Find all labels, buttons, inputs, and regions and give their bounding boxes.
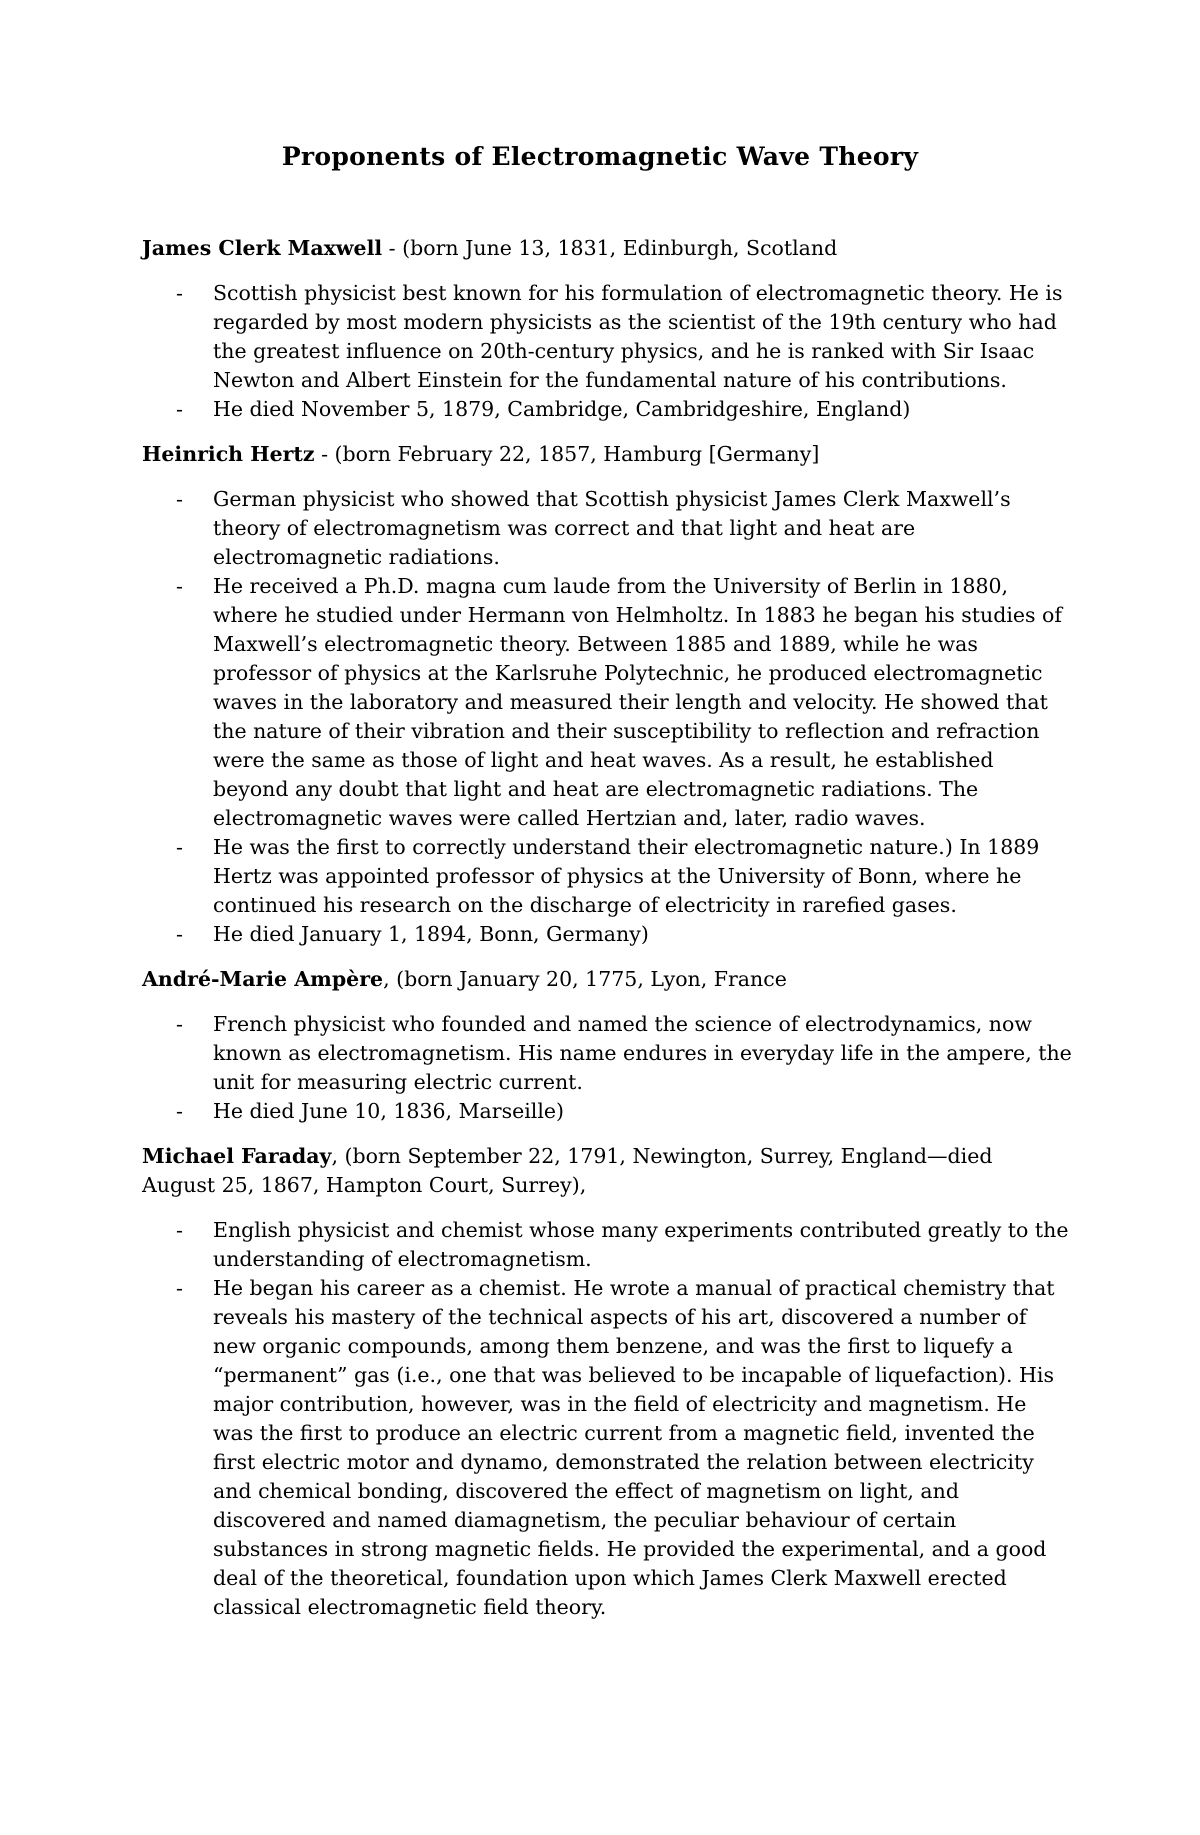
dash-marker: - [176, 1012, 183, 1036]
dash-marker: - [176, 574, 183, 598]
section-heading [142, 1142, 1072, 1200]
section-heading [142, 965, 1072, 994]
bullet-text: He was the first to correctly understand their electromagnetic nature.) In 1889 Hertz was appointed professor of physics at the University of Bonn, where he continued his research on the discharge of electricity in rarefied gases. [213, 835, 1040, 917]
bullet-list [142, 279, 1072, 424]
dash-marker: - [176, 281, 183, 305]
list-item [142, 833, 1072, 920]
bullet-text: He died June 10, 1836, Marseille) [213, 1099, 565, 1123]
list-item [142, 920, 1072, 949]
bullet-text: French physicist who founded and named the science of electrodynamics, now known as electromagnetism. His name endures in everyday life in the ampere, the unit for measuring electric current. [213, 1012, 1072, 1094]
section-faraday [142, 1142, 1072, 1622]
list-item [142, 572, 1072, 833]
bullet-list [142, 1010, 1072, 1126]
birth-info: - (born February 22, 1857, Hamburg [Germany] [314, 442, 820, 466]
bullet-text: He died January 1, 1894, Bonn, Germany) [213, 922, 649, 946]
dash-marker: - [176, 487, 183, 511]
dash-marker: - [176, 1099, 183, 1123]
scientist-name: Michael Faraday [142, 1144, 332, 1168]
scientist-name: James Clerk Maxwell [142, 236, 383, 260]
section-hertz [142, 440, 1072, 949]
bullet-text: He began his career as a chemist. He wrote a manual of practical chemistry that reveals his mastery of the technical aspects of his art, discovered a number of new organic compounds, among them benzene, and was the first to liquefy a “permanent” gas (i.e., one that was believed to be incapable of liquefaction). His major contribution, however, was in the field of electricity and magnetism. He was the first to produce an electric current from a magnetic field, invented the first electric motor and dynamo, demonstrated the relation between electricity and chemical bonding, discovered the effect of magnetism on light, and discovered and named diamagnetism, the peculiar behaviour of certain substances in strong magnetic fields. He provided the experimental, and a good deal of the theoretical, foundation upon which James Clerk Maxwell erected classical electromagnetic field theory. [213, 1276, 1055, 1619]
list-item [142, 279, 1072, 395]
list-item [142, 395, 1072, 424]
bullet-list [142, 485, 1072, 949]
list-item [142, 1274, 1072, 1622]
bullet-text: He received a Ph.D. magna cum laude from the University of Berlin in 1880, where he studied under Hermann von Helmholtz. In 1883 he began his studies of Maxwell’s electromagnetic theory. Between 1885 and 1889, while he was professor of physics at the Karlsruhe Polytechnic, he produced electromagnetic waves in the laboratory and measured their length and velocity. He showed that the nature of their vibration and their susceptibility to reflection and refraction were the same as those of light and heat waves. As a result, he established beyond any doubt that light and heat are electromagnetic radiations. The electromagnetic waves were called Hertzian and, later, radio waves. [213, 574, 1062, 830]
birth-info: , (born September 22, 1791, Newington, Surrey, England—died August 25, 1867, Hampton Court, Surrey), [142, 1144, 993, 1197]
scientist-name: Heinrich Hertz [142, 442, 315, 466]
bullet-text: English physicist and chemist whose many experiments contributed greatly to the understanding of electromagnetism. [213, 1218, 1069, 1271]
bullet-text: Scottish physicist best known for his formulation of electromagnetic theory. He is regarded by most modern physicists as the scientist of the 19th century who had the greatest influence on 20th-century physics, and he is ranked with Sir Isaac Newton and Albert Einstein for the fundamental nature of his contributions. [213, 281, 1063, 392]
list-item [142, 1097, 1072, 1126]
document-body [142, 234, 1072, 1638]
section-heading [142, 440, 1072, 469]
page-title: Proponents of Electromagnetic Wave Theory [281, 142, 919, 171]
section-maxwell [142, 234, 1072, 424]
list-item [142, 485, 1072, 572]
dash-marker: - [176, 835, 183, 859]
birth-info: - (born June 13, 1831, Edinburgh, Scotland [382, 236, 838, 260]
dash-marker: - [176, 1218, 183, 1242]
bullet-text: He died November 5, 1879, Cambridge, Cambridgeshire, England) [213, 397, 911, 421]
list-item [142, 1010, 1072, 1097]
birth-info: , (born January 20, 1775, Lyon, France [383, 967, 787, 991]
dash-marker: - [176, 922, 183, 946]
bullet-list [142, 1216, 1072, 1622]
dash-marker: - [176, 1276, 183, 1300]
dash-marker: - [176, 397, 183, 421]
bullet-text: German physicist who showed that Scottish physicist James Clerk Maxwell’s theory of electromagnetism was correct and that light and heat are electromagnetic radiations. [213, 487, 1011, 569]
scientist-name: André-Marie Ampère [142, 967, 384, 991]
list-item [142, 1216, 1072, 1274]
section-ampere [142, 965, 1072, 1126]
section-heading [142, 234, 1072, 263]
